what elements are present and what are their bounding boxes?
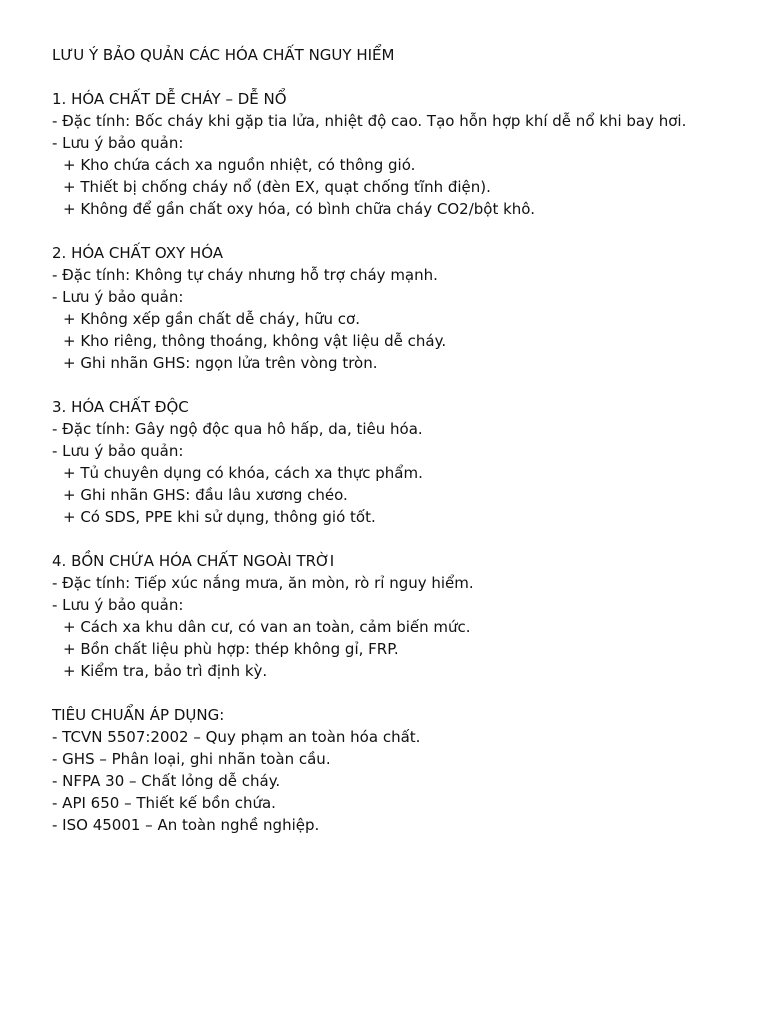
hazard-section-oxidizing (52, 242, 752, 374)
storage-item: + Thiết bị chống cháy nổ (đèn EX, quạt chống tĩnh điện). (63, 178, 491, 196)
document-title: LƯU Ý BẢO QUẢN CÁC HÓA CHẤT NGUY HIỂM (52, 46, 395, 64)
storage-item: + Kho chứa cách xa nguồn nhiệt, có thông gió. (63, 156, 416, 174)
section-heading: 1. HÓA CHẤT DỄ CHÁY – DỄ NỔ (52, 90, 287, 108)
storage-item: + Tủ chuyên dụng có khóa, cách xa thực phẩm. (63, 464, 423, 482)
storage-item: + Kiểm tra, bảo trì định kỳ. (63, 662, 268, 680)
section-heading: 2. HÓA CHẤT OXY HÓA (52, 244, 224, 262)
storage-item: + Ghi nhãn GHS: đầu lâu xương chéo. (63, 486, 348, 504)
section-property: - Đặc tính: Tiếp xúc nắng mưa, ăn mòn, rò rỉ nguy hiểm. (52, 574, 474, 592)
storage-item: + Cách xa khu dân cư, có van an toàn, cảm biến mức. (63, 618, 471, 636)
storage-item: + Có SDS, PPE khi sử dụng, thông gió tốt. (63, 508, 376, 526)
section-property: - Đặc tính: Bốc cháy khi gặp tia lửa, nhiệt độ cao. Tạo hỗn hợp khí dễ nổ khi bay hơi. (52, 112, 687, 130)
standards-heading: TIÊU CHUẨN ÁP DỤNG: (52, 706, 225, 724)
storage-item: + Không để gần chất oxy hóa, có bình chữa cháy CO2/bột khô. (63, 200, 535, 218)
section-property: - Đặc tính: Gây ngộ độc qua hô hấp, da, tiêu hóa. (52, 420, 423, 438)
section-storage-label: - Lưu ý bảo quản: (52, 288, 184, 306)
hazard-section-flammable (52, 88, 752, 220)
storage-item: + Không xếp gần chất dễ cháy, hữu cơ. (63, 310, 360, 328)
standards-section (52, 704, 752, 836)
storage-item: + Ghi nhãn GHS: ngọn lửa trên vòng tròn. (63, 354, 378, 372)
section-storage-label: - Lưu ý bảo quản: (52, 134, 184, 152)
section-storage-label: - Lưu ý bảo quản: (52, 596, 184, 614)
standard-item: - ISO 45001 – An toàn nghề nghiệp. (52, 816, 320, 834)
section-storage-label: - Lưu ý bảo quản: (52, 442, 184, 460)
section-heading: 4. BỒN CHỨA HÓA CHẤT NGOÀI TRỜI (52, 552, 335, 570)
section-property: - Đặc tính: Không tự cháy nhưng hỗ trợ cháy mạnh. (52, 266, 438, 284)
storage-item: + Bồn chất liệu phù hợp: thép không gỉ, FRP. (63, 640, 399, 658)
standard-item: - API 650 – Thiết kế bồn chứa. (52, 794, 276, 812)
storage-item: + Kho riêng, thông thoáng, không vật liệu dễ cháy. (63, 332, 447, 350)
section-heading: 3. HÓA CHẤT ĐỘC (52, 398, 189, 416)
hazard-section-toxic (52, 396, 752, 528)
standard-item: - NFPA 30 – Chất lỏng dễ cháy. (52, 772, 281, 790)
hazard-section-outdoor-tanks (52, 550, 752, 682)
document-body (52, 44, 752, 836)
standard-item: - TCVN 5507:2002 – Quy phạm an toàn hóa chất. (52, 728, 421, 746)
standard-item: - GHS – Phân loại, ghi nhãn toàn cầu. (52, 750, 331, 768)
